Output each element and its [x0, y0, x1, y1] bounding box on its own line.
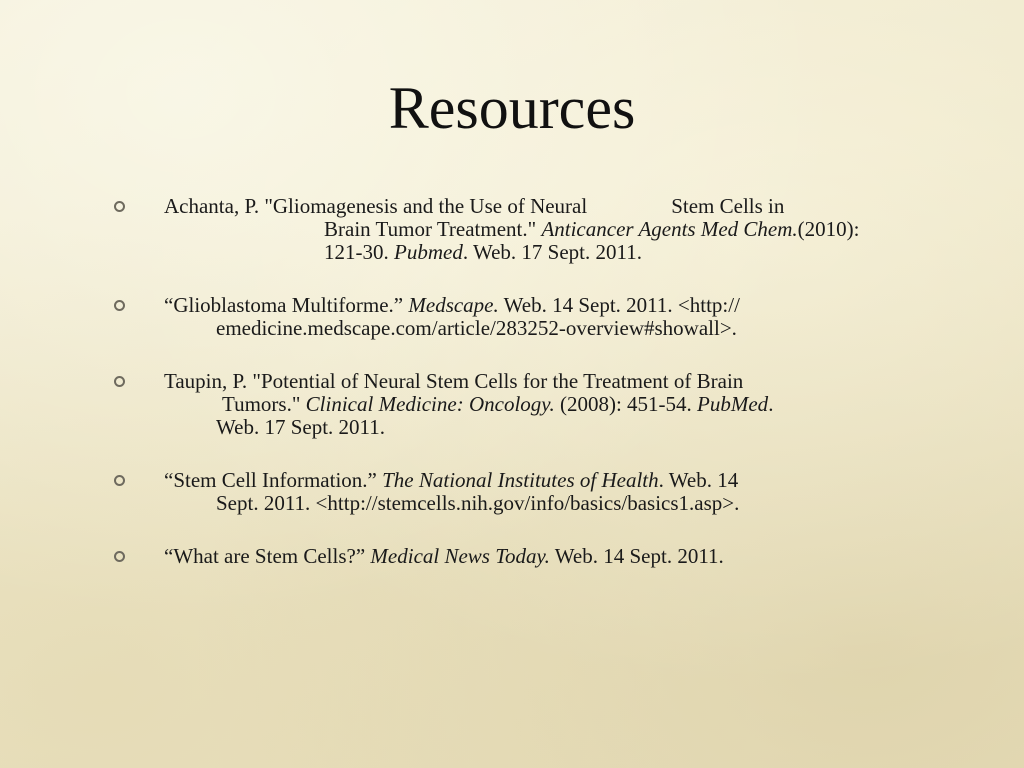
hollow-circle-bullet-icon — [114, 201, 125, 212]
reference-line — [164, 294, 940, 317]
reference-item — [110, 545, 940, 568]
reference-line — [164, 241, 940, 264]
hollow-circle-bullet-icon — [114, 376, 125, 387]
reference-text: 121-30. — [324, 240, 394, 264]
reference-line — [164, 393, 940, 416]
reference-text: Tumors." — [222, 392, 306, 416]
reference-list — [110, 195, 940, 568]
reference-text: “Stem Cell Information.” — [164, 468, 383, 492]
hollow-circle-bullet-icon — [114, 300, 125, 311]
reference-text: (2010): — [797, 217, 860, 241]
journal-title: Anticancer Agents Med Chem. — [541, 217, 798, 241]
reference-line: Taupin, P. "Potential of Neural Stem Cells for the Treatment of Brain — [164, 369, 744, 393]
publisher-name: The National Institutes of Health — [382, 468, 659, 492]
reference-text: “What are Stem Cells?” — [164, 544, 371, 568]
reference-text: “Glioblastoma Multiforme.” — [164, 293, 409, 317]
reference-text: Achanta, P. "Gliomagenesis and the Use of Neural — [164, 194, 588, 218]
reference-line: Web. 17 Sept. 2011. — [216, 415, 386, 439]
reference-text: Web. 14 Sept. 2011. <http:// — [498, 293, 740, 317]
reference-text: Brain Tumor Treatment." — [324, 217, 542, 241]
hollow-circle-bullet-icon — [114, 551, 125, 562]
reference-text: Stem Cells in — [671, 194, 785, 218]
reference-text: . — [768, 392, 774, 416]
journal-title: Clinical Medicine: Oncology. — [305, 392, 555, 416]
database-name: Pubmed — [394, 240, 463, 264]
reference-item — [110, 469, 940, 515]
reference-text: . Web. 17 Sept. 2011. — [462, 240, 642, 264]
reference-line — [164, 469, 940, 492]
slide-title: Resources — [388, 75, 636, 141]
database-name: PubMed — [697, 392, 769, 416]
reference-text: . Web. 14 — [658, 468, 739, 492]
reference-item — [110, 370, 940, 439]
publisher-name: Medical News Today. — [370, 544, 550, 568]
journal-title: Medscape. — [408, 293, 499, 317]
reference-line — [164, 545, 940, 568]
reference-text: (2008): 451-54. — [554, 392, 698, 416]
reference-line: emedicine.medscape.com/article/283252-overview#showall>. — [216, 316, 737, 340]
reference-item — [110, 294, 940, 340]
reference-text: Web. 14 Sept. 2011. — [549, 544, 724, 568]
reference-item — [110, 195, 940, 264]
reference-line — [164, 195, 940, 218]
reference-line: Sept. 2011. <http://stemcells.nih.gov/info/basics/basics1.asp>. — [216, 491, 740, 515]
hollow-circle-bullet-icon — [114, 475, 125, 486]
reference-line — [164, 218, 940, 241]
